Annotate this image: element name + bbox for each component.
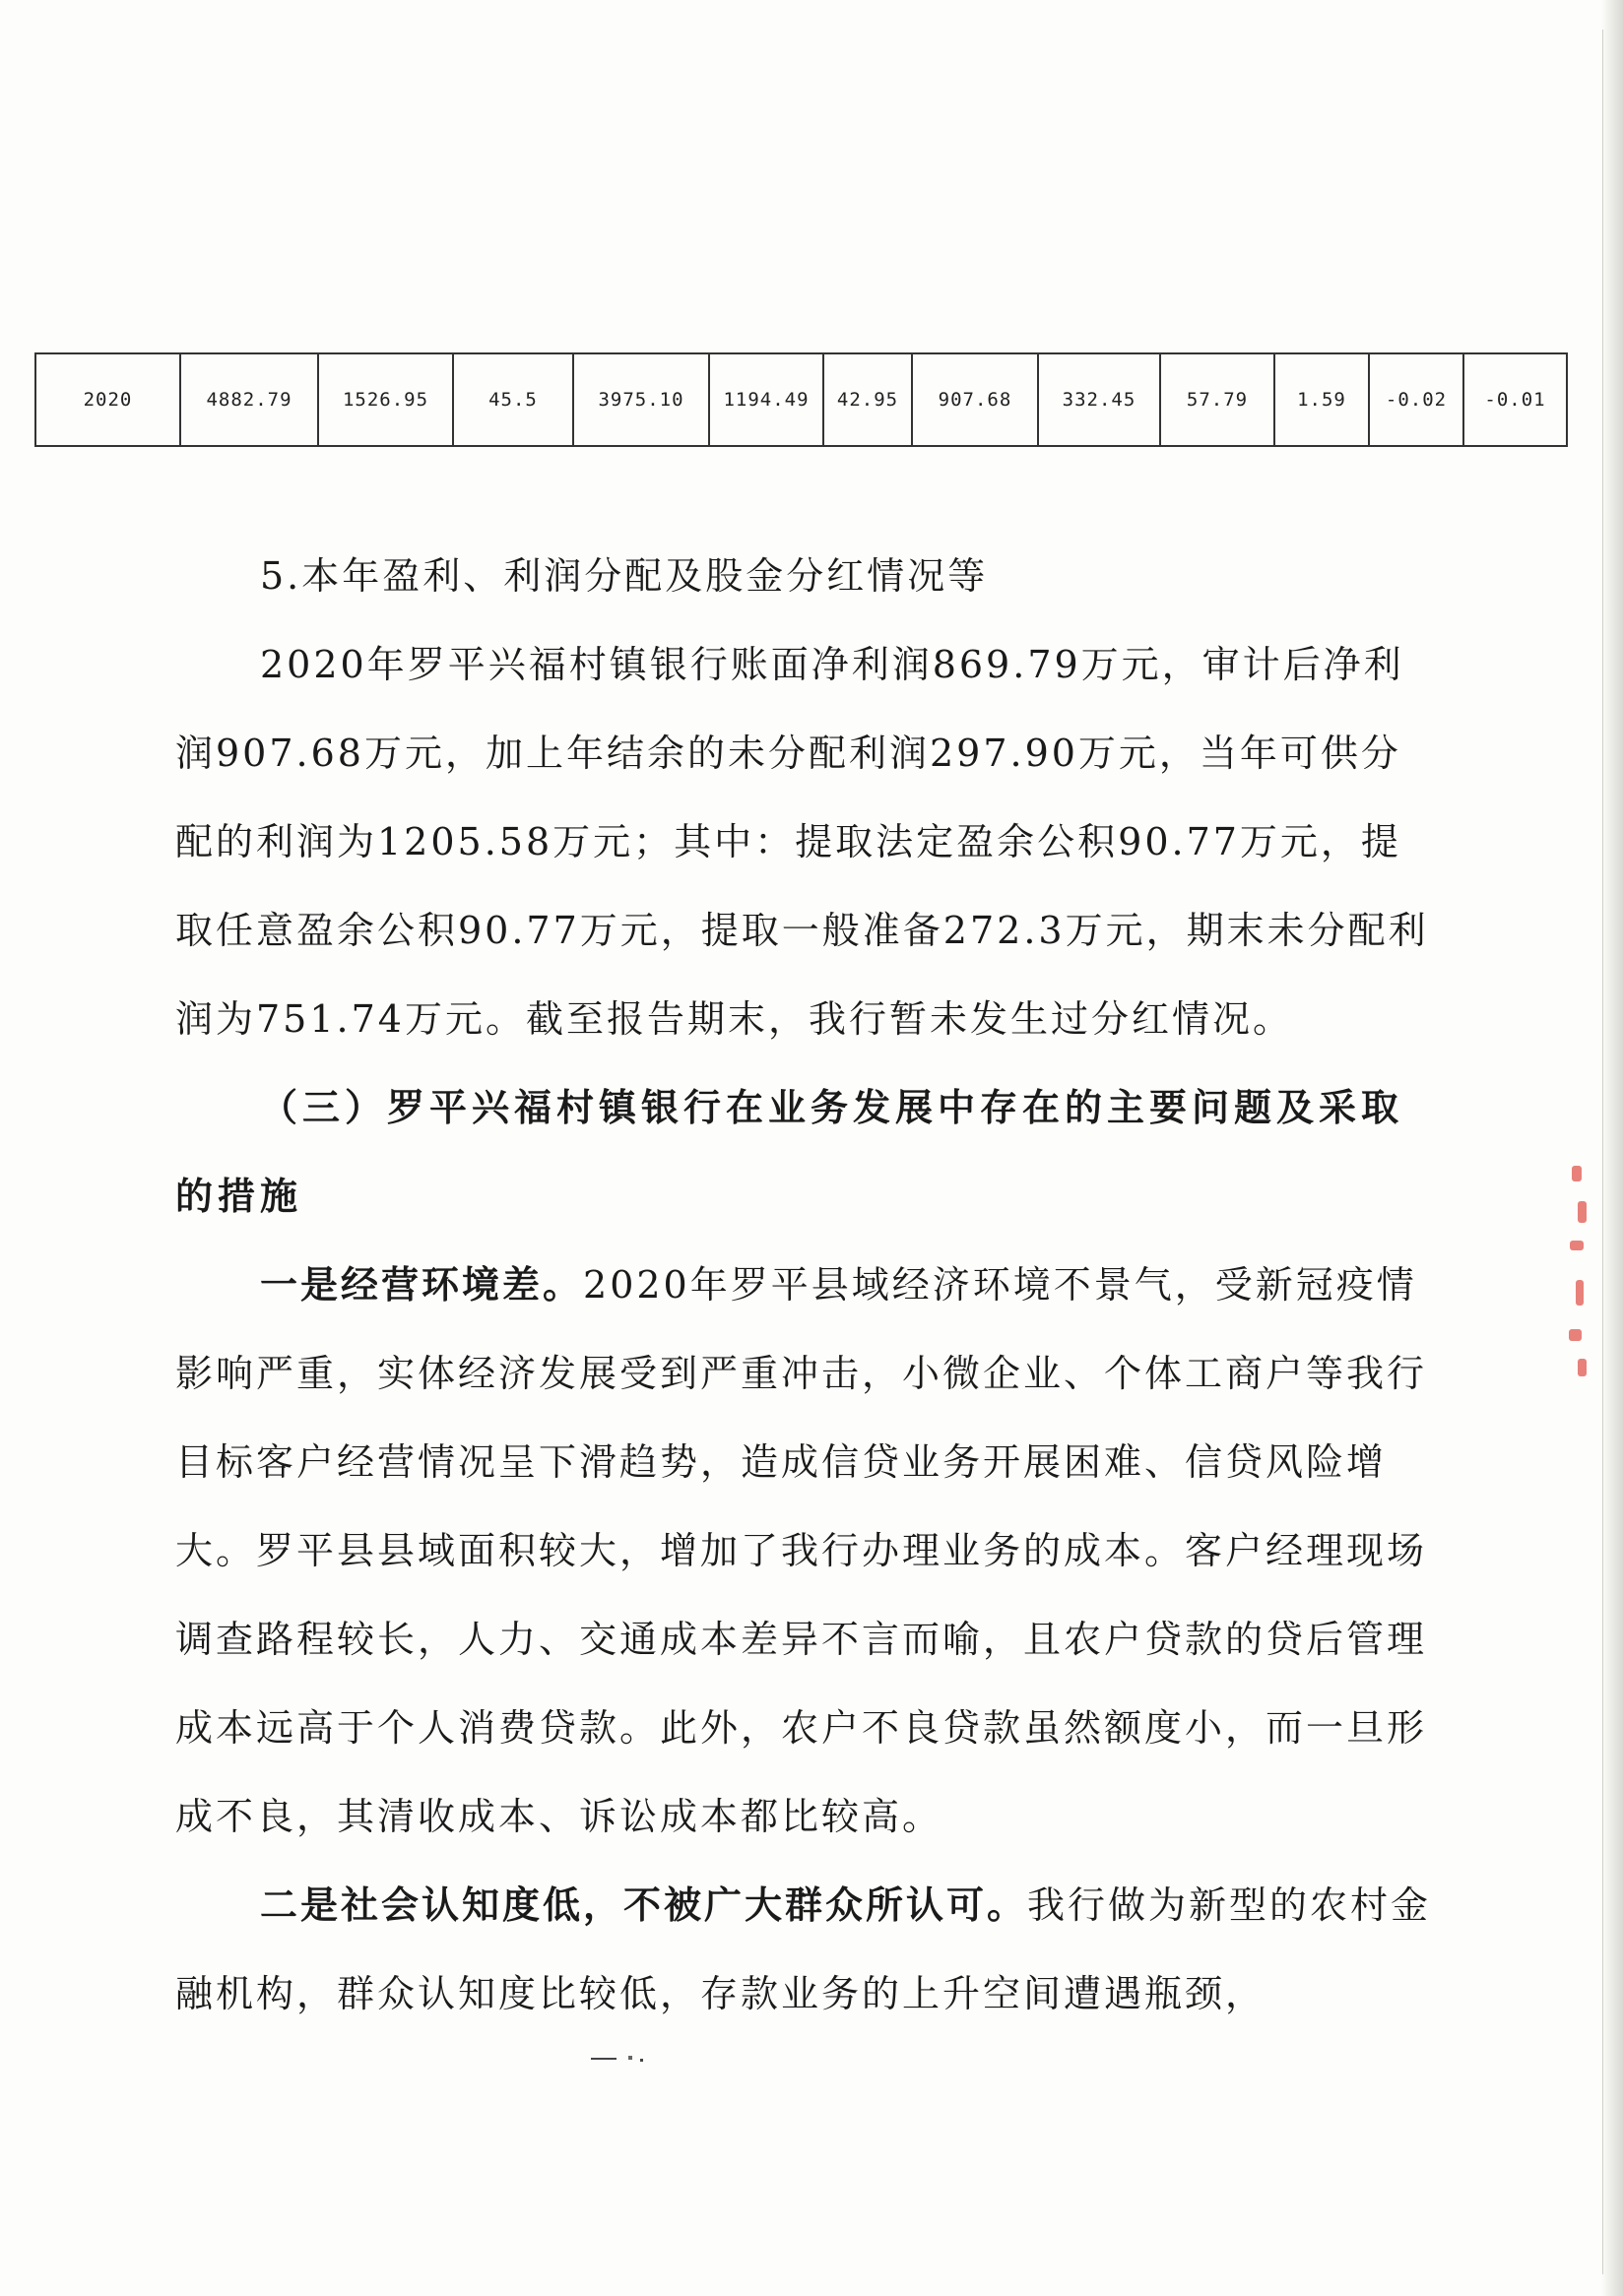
point-1-lead: 一是经营环境差。 bbox=[260, 1263, 584, 1307]
table-cell: 57.79 bbox=[1160, 353, 1274, 446]
table-cell: -0.01 bbox=[1463, 353, 1567, 446]
page-edge-line bbox=[1602, 30, 1603, 2274]
table-cell: 907.68 bbox=[912, 353, 1038, 446]
point-1-body: 2020年罗平县域经济环境不景气，受新冠疫情影响严重，实体经济发展受到严重冲击，小微企业、个体工商户等我行目标客户经营情况呈下滑趋势，造成信贷业务开展困难、信贷风险增大。罗平县县域面积较大，增加了我行办理业务的成本。客户经理现场调查路程较长，人力、交通成本差异不言而喻，且农户贷款的贷后管理成本远高于个人消费贷款。此外，农户不良贷款虽然额度小，而一旦形成不良，其清收成本、诉讼成本都比较高。 bbox=[175, 1263, 1428, 1838]
stamp-fragment bbox=[1566, 1162, 1593, 1388]
table-row bbox=[35, 353, 1567, 446]
document-body bbox=[175, 532, 1436, 2038]
table-cell: 3975.10 bbox=[573, 353, 709, 446]
section-5-title: 5.本年盈利、利润分配及股金分红情况等 bbox=[260, 554, 989, 598]
section-3-heading: （三）罗平兴福村镇银行在业务发展中存在的主要问题及采取的措施 bbox=[175, 1086, 1404, 1218]
table-cell: 332.45 bbox=[1038, 353, 1160, 446]
page-edge bbox=[1601, 0, 1623, 2296]
table-cell: 4882.79 bbox=[180, 353, 318, 446]
table-cell: 1526.95 bbox=[318, 353, 453, 446]
table-cell: 1194.49 bbox=[709, 353, 823, 446]
table-cell: 1.59 bbox=[1274, 353, 1369, 446]
scan-mark bbox=[591, 2056, 650, 2062]
table-cell: 42.95 bbox=[823, 353, 912, 446]
table-cell: -0.02 bbox=[1369, 353, 1463, 446]
table-cell-year: 2020 bbox=[35, 353, 180, 446]
point-2-body: 我行做为新型的农村金融机构，群众认知度比较低，存款业务的上升空间遭遇瓶颈， bbox=[175, 1883, 1432, 2015]
point-2-lead: 二是社会认知度低，不被广大群众所认可。 bbox=[260, 1883, 1028, 1927]
section-5-paragraph: 2020年罗平兴福村镇银行账面净利润869.79万元，审计后净利润907.68万元，加上年结余的未分配利润297.90万元，当年可供分配的利润为1205.58万元；其中：提取法定盈余公积90.77万元，提取任意盈余公积90.77万元，提取一般准备272.3万元，期末未分配利润为751.74万元。截至报告期末，我行暂未发生过分红情况。 bbox=[175, 643, 1429, 1041]
point-1-paragraph bbox=[175, 1241, 1436, 1861]
point-2-paragraph bbox=[175, 1861, 1436, 2038]
data-table bbox=[34, 352, 1568, 447]
table-cell: 45.5 bbox=[453, 353, 573, 446]
